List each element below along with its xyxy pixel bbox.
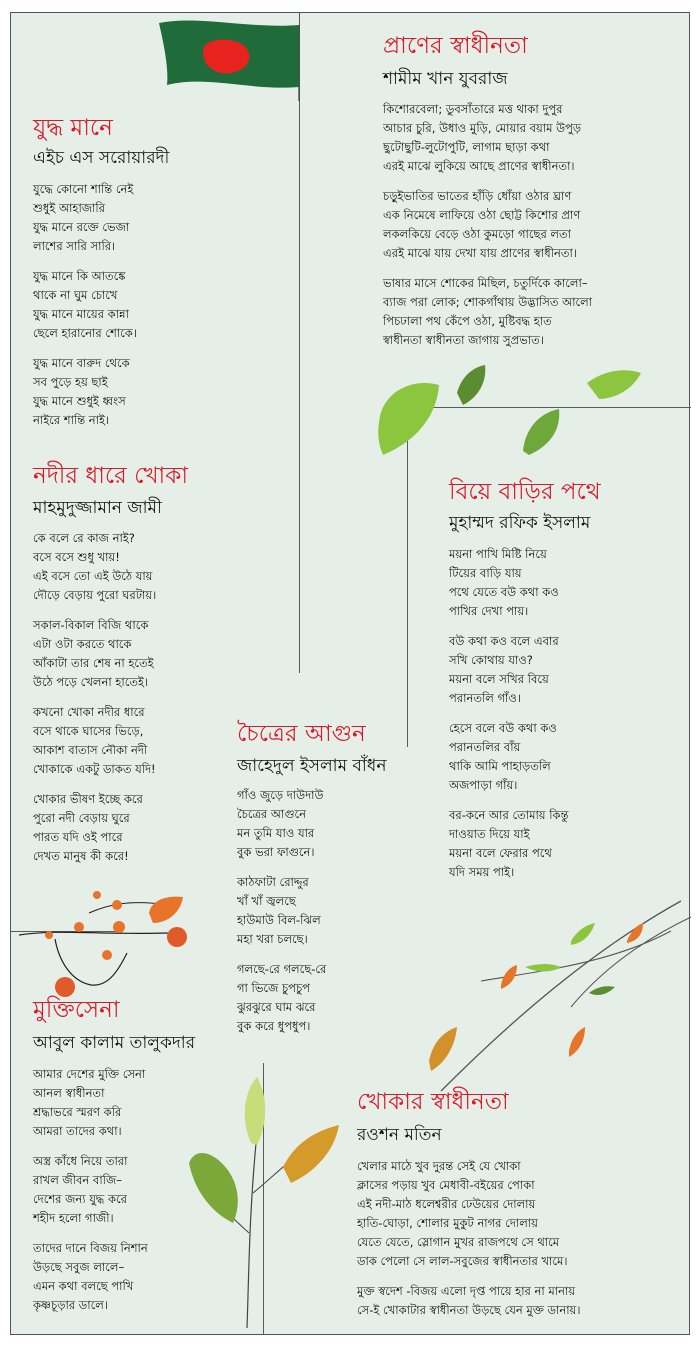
stanza: অস্ত্র কাঁধে নিয়ে তারা রাখল জীবন বাজি– দেশের জন্য যুদ্ধ করে শহীদ হলো গাজী। <box>33 1154 128 1225</box>
stanza: কিশোরবেলা; ডুবসাঁতারে মত্ত থাকা দুপুর আচার চুরি, উধাও মুড়ি, মোয়ার বয়াম উপুড় ছুটোছুটি-লুটোপুটি, লাগাম ছাড়া কথা এরই মাঝে লুকিয়ে আছে প্রাণের স্বাধীনতা। <box>383 102 582 173</box>
poem-body-juddhomane <box>33 180 137 441</box>
stanza: গাঁও জুড়ে দাউদাউ চৈত্রের আগুনে মন তুমি যাও যার বুক ভরা ফাগুনে। <box>237 788 324 859</box>
poem-body-muktisena <box>33 1065 148 1326</box>
poem-title-khokar: খোকার স্বাধীনতা <box>357 1089 509 1115</box>
column-divider <box>299 13 300 673</box>
stanza: মুক্ত স্বদেশ -বিজয় এলো দৃপ্ত পায়ে হার না মানায় সে-ই খোকাটার স্বাধীনতা উড়ছে যেন মুক্ত ডানায়। <box>357 1284 581 1317</box>
stanza: আমার দেশের মুক্তি সেনা আনল স্বাধীনতা শ্রদ্ধাভরে স্মরণ করি আমরা তাদের কথা। <box>33 1067 146 1138</box>
poem-title-nodirdhare: নদীর ধারে খোকা <box>33 463 188 489</box>
poetry-page <box>10 12 690 1335</box>
stanza: বর-কনে আর তোমায় কিন্তু দাওয়াত দিয়ে যাই ময়না বলে ফেরার পথে যদি সময় পাই। <box>449 808 569 879</box>
poem-author-muktisena: আবুল কালাম তালুকদার <box>33 1033 196 1053</box>
poem-body-pranerswadhinota <box>383 100 592 361</box>
stanza: ময়না পাখি মিষ্টি নিয়ে টিয়ের বাড়ি যায় পথে যেতে বউ কথা কও পাখির দেখা পায়। <box>449 547 559 618</box>
poem-body-khokar <box>357 1157 580 1331</box>
leaf-branch-icon <box>421 901 691 1091</box>
poem-body-biyebari <box>449 545 569 893</box>
poem-author-biyebari: মুহাম্মদ রফিক ইসলাম <box>449 513 591 533</box>
stanza: বউ কথা কও বলে এবার সখি কোথায় যাও? ময়না বলে সখির বিয়ে পরানতলি গাঁও। <box>449 634 559 705</box>
stanza: ভাষার মাসে শোকের মিছিল, চতুর্দিকে কালো– ব্যাজ পরা লোক; শোকগাঁথায় উদ্ভাসিত আলো পিচঢালা পথ কেঁপে ওঠা, মুষ্টিবদ্ধ হাত স্বাধীনতা স্বাধীনতা জাগায় সুপ্রভাত। <box>383 276 593 347</box>
poem-body-nodirdhare <box>33 529 156 877</box>
stanza: কে বলে রে কাজ নাই? বসে বসে শুধু খায়! এই বসে তো এই উঠে যায় দৌড়ে বেড়ায় পুরো ঘরটায়। <box>33 531 157 602</box>
poem-title-pranerswadhinota: প্রাণের স্বাধীনতা <box>383 33 528 59</box>
poem-title-biyebari: বিয়ে বাড়ির পথে <box>449 479 601 505</box>
stanza: সকাল-বিকাল বিজি থাকে এটা ওটা করতে থাকে আঁকাটা তার শেষ না হতেই উঠে পড়ে খেলনা হাতেই। <box>33 618 154 689</box>
stanza: খেলার মাঠে খুব দুরন্ত সেই যে খোকা ক্লাসের পড়ায় খুব মেধাবী-বইয়ের পোকা এই নদী-মাঠ ধলেশ্বরীর ঢেউয়ের দোলায় হাতি-ঘোড়া, শোলার মুকুট নাগর দোলায় যেতে যেতে, স্লোগান মুখর রাজপথে সে থামে ডাক পেলো সে লাল-সবুজের স্বাধীনতার খামে। <box>357 1159 568 1268</box>
poem-author-juddhomane: এইচ এস সরোয়ারদী <box>33 148 170 168</box>
stanza: কখনো খোকা নদীর ধারে বসে থাকে ঘাসের ভিড়ে, আকাশ বাতাস নৌকা নদী খোকাকে একটু ডাকত যদি! <box>33 705 156 776</box>
leaf-cluster-icon <box>375 363 645 463</box>
poem-author-nodirdhare: মাহমুদুজ্জামান জামী <box>33 498 162 518</box>
stanza: কাঠফাটা রোদ্দুর খাঁ খাঁ জ্বলছে হাউমাউ বিল-ঝিল মহা খরা চলছে। <box>237 875 321 946</box>
poem-author-khokar: রওশন মতিন <box>357 1125 442 1145</box>
orange-berry-branch-icon <box>19 883 219 1003</box>
leaf-sprig-icon <box>187 1073 347 1328</box>
stanza: তাদের দানে বিজয় নিশান উড়ছে সবুজ লালে– এমন কথা বলছে পাখি কৃষ্ণচূড়ার ডালে। <box>33 1241 148 1312</box>
poem-title-muktisena: মুক্তিসেনা <box>33 997 120 1023</box>
poem-author-choitrer: জাহেদুল ইসলাম বাঁধন <box>237 756 387 776</box>
poem-author-pranerswadhinota: শামীম খান যুবরাজ <box>383 69 508 89</box>
poem-body-choitrer <box>237 786 326 1047</box>
poem-title-juddhomane: যুদ্ধ মানে <box>33 115 113 141</box>
poem-title-choitrer: চৈত্রের আগুন <box>237 721 366 747</box>
stanza: যুদ্ধে কোনো শান্তি নেই শুধুই আহাজারি যুদ্ধ মানে রক্তে ভেজা লাশের সারি সারি। <box>33 182 134 253</box>
stanza: যুদ্ধ মানে কি আতঙ্কে থাকে না ঘুম চোখে যুদ্ধ মানে মায়ের কান্না ছেলে হারানোর শোকে। <box>33 269 137 340</box>
stanza: চড়ুইভাতির ভাতের হাঁড়ি ধোঁয়া ওঠার ঘ্রাণ এক নিমেষে লাফিয়ে ওঠা ছোট্ট কিশোর প্রাণ লকলকিয়ে বেড়ে ওঠা কুমড়ো গাছের লতা এরই মাঝে যায় দেখা যায় প্রাণের স্বাধীনতা। <box>383 189 581 260</box>
bangladesh-flag-icon <box>159 15 309 101</box>
stanza: যুদ্ধ মানে বারুদ থেকে সব পুড়ে হয় ছাই যুদ্ধ মানে শুধুই ধ্বংস নাইরে শান্তি নাই। <box>33 356 130 427</box>
stanza: খোকার ভীষণ ইচ্ছে করে পুরো নদী বেড়ায় ঘুরে পারত যদি ওই পারে দেখত মানুষ কী করে! <box>33 792 143 863</box>
stanza: গলছে-রে গলছে-রে গা ভিজে চুপচুপ ঝুরঝুরে ঘাম ঝরে বুক করে ধুপধুপ। <box>237 962 327 1033</box>
stanza: হেসে বলে বউ কথা কও পরানতলির বাঁয় থাকি আমি পাহাড়তলি অজপাড়া গাঁয়। <box>449 721 557 792</box>
